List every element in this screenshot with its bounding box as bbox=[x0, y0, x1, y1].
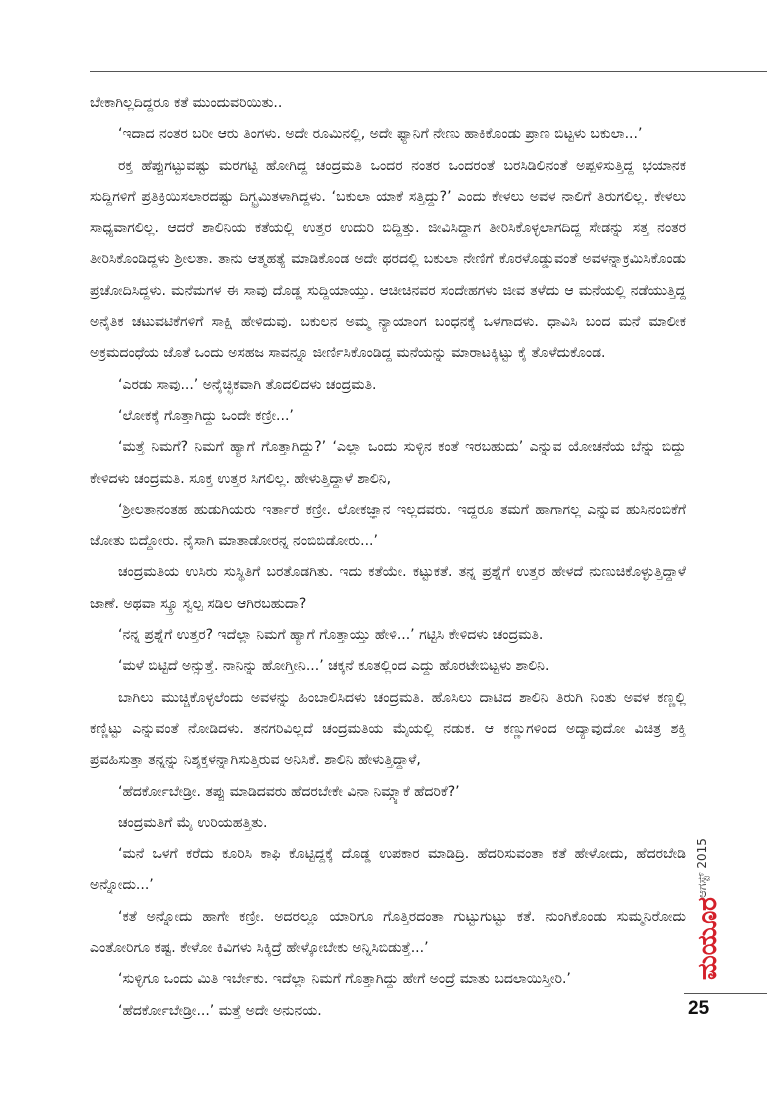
paragraph: ರಕ್ತ ಹೆಪ್ಪುಗಟ್ಟುವಷ್ಟು ಮರಗಟ್ಟಿ ಹೋಗಿದ್ದ ಚಂದ್ರಮತಿ ಒಂದರ ನಂತರ ಒಂದರಂತೆ ಬರಸಿಡಿಲಿನಂತೆ ಅಪ್ಪಳಿಸುತ್ತಿದ್ದ ಭಯಾನಕ ಸುದ್ದಿಗಳಿಗೆ ಪ್ರತಿಕ್ರಿಯಿಸಲಾರದಷ್ಟು ದಿಗ್ಭ್ರಮಿತಳಾಗಿದ್ದಳು. ‘ಬಕುಲಾ ಯಾಕೆ ಸತ್ತಿದ್ದು?’ ಎಂದು ಕೇಳಲು ಅವಳ ನಾಲಿಗೆ ತಿರುಗಲಿಲ್ಲ. ಕೇಳಲು ಸಾಧ್ಯವಾಗಲಿಲ್ಲ. ಆದರೆ ಶಾಲಿನಿಯ ಕತೆಯಲ್ಲಿ ಉತ್ತರ ಉದುರಿ ಬಿದ್ದಿತ್ತು. ಜೀವಿಸಿದ್ದಾಗ ತೀರಿಸಿಕೊಳ್ಳಲಾಗದಿದ್ದ ಸೇಡನ್ನು ಸತ್ತ ನಂತರ ತೀರಿಸಿಕೊಂಡಿದ್ದಳು ಶ್ರೀಲತಾ. ತಾನು ಆತ್ಮಹತ್ಯೆ ಮಾಡಿಕೊಂಡ ಅದೇ ಥರದಲ್ಲಿ ಬಕುಲಾ ನೇಣಿಗೆ ಕೊರಳೊಡ್ಡುವಂತೆ ಅವಳನ್ನಾಕ್ರಮಿಸಿಕೊಂಡು ಪ್ರಚೋದಿಸಿದ್ದಳು. ಮನೆಮಗಳ ಈ ಸಾವು ದೊಡ್ಡ ಸುದ್ದಿಯಾಯ್ತು. ಆಚೀಚಿನವರ ಸಂದೇಹಗಳು ಜೀವ ತಳೆದು ಆ ಮನೆಯಲ್ಲಿ ನಡೆಯುತ್ತಿದ್ದ ಅನೈತಿಕ ಚಟುವಟಿಕೆಗಳಿಗೆ ಸಾಕ್ಷಿ ಹೇಳಿದುವು. ಬಕುಲನ ಅಮ್ಮ ನ್ಯಾಯಾಂಗ ಬಂಧನಕ್ಕೆ ಒಳಗಾದಳು. ಧಾವಿಸಿ ಬಂದ ಮನೆ ಮಾಲೀಕ ಅಕ್ರಮದಂಧೆಯ ಜೊತೆ ಒಂದು ಅಸಹಜ ಸಾವನ್ನೂ ಜೀರ್ಣಿಸಿಕೊಂಡಿದ್ದ ಮನೆಯನ್ನು ಮಾರಾಟಕ್ಕಿಟ್ಟು ಕೈ ತೊಳೆದುಕೊಂಡ. bbox=[90, 157, 686, 362]
paragraph: ‘ನನ್ನ ಪ್ರಶ್ನೆಗೆ ಉತ್ತರ? ಇದೆಲ್ಲಾ ನಿಮಗೆ ಹ್ಯಾಗೆ ಗೊತ್ತಾಯ್ತು ಹೇಳಿ...’ ಗಟ್ಟಿಸಿ ಕೇಳಿದಳು ಚಂದ್ರಮತಿ. bbox=[118, 627, 544, 644]
sidebar-graphic bbox=[686, 800, 724, 982]
paragraph: ‘ಇದಾದ ನಂತರ ಬರೀ ಆರು ತಿಂಗಳು. ಅದೇ ರೂಮಿನಲ್ಲಿ, ಅದೇ ಫ್ಯಾನಿಗೆ ನೇಣು ಹಾಕಿಕೊಂಡು ಪ್ರಾಣ ಬಿಟ್ಟಳು ಬಕುಲಾ...’ bbox=[118, 126, 643, 143]
paragraph: ಬಾಗಿಲು ಮುಚ್ಚಿಕೊಳ್ಳಲೆಂದು ಅವಳನ್ನು ಹಿಂಬಾಲಿಸಿದಳು ಚಂದ್ರಮತಿ. ಹೊಸಿಲು ದಾಟಿದ ಶಾಲಿನಿ ತಿರುಗಿ ನಿಂತು ಅವಳ ಕಣ್ಣಲ್ಲಿ ಕಣ್ಣಿಟ್ಟು ಎನ್ನುವಂತೆ ನೋಡಿದಳು. ತನಗರಿವಿಲ್ಲದೆ ಚಂದ್ರಮತಿಯ ಮೈಯಲ್ಲಿ ನಡುಕ. ಆ ಕಣ್ಣುಗಳಿಂದ ಅದ್ಯಾವುದೋ ವಿಚಿತ್ರ ಶಕ್ತಿ ಪ್ರವಹಿಸುತ್ತಾ ತನ್ನನ್ನು ನಿಶ್ಶಕ್ತಳನ್ನಾಗಿಸುತ್ತಿರುವ ಅನಿಸಿಕೆ. ಶಾಲಿನಿ ಹೇಳುತ್ತಿದ್ದಾಳೆ, bbox=[90, 689, 686, 769]
magazine-sidebar bbox=[686, 800, 724, 982]
paragraph: ‘ಹೆದರ್ಕೋಬೇಡ್ರೀ...’ ಮತ್ತೆ ಅದೇ ಅನುನಯ. bbox=[118, 1002, 322, 1019]
paragraph: ಚಂದ್ರಮತಿಯ ಉಸಿರು ಸುಸ್ಥಿತಿಗೆ ಬರತೊಡಗಿತು. ಇದು ಕತೆಯೇ. ಕಟ್ಟುಕತೆ. ತನ್ನ ಪ್ರಶ್ನೆಗೆ ಉತ್ತರ ಹೇಳದೆ ನುಣುಚಿಕೊಳ್ಳುತ್ತಿದ್ದಾಳೆ ಜಾಣೆ. ಅಥವಾ ಸ್ಕ್ರೂ ಸ್ವಲ್ಪ ಸಡಿಲ ಆಗಿರಬಹುದಾ? bbox=[90, 564, 686, 612]
paragraph: ‘ಮಳೆ ಬಿಟ್ಟಿದೆ ಅನ್ಸುತ್ತೆ. ನಾನಿನ್ನು ಹೋಗ್ತೀನಿ...’ ಚಕ್ಕನೆ ಕೂತಲ್ಲಿಂದ ಎದ್ದು ಹೊರಟೇಬಿಟ್ಟಳು ಶಾಲಿನಿ. bbox=[118, 658, 550, 675]
footer-rule bbox=[684, 993, 767, 994]
paragraph: ‘ಕತೆ ಅನ್ನೋದು ಹಾಗೇ ಕಣ್ರೀ. ಅದರಲ್ಲೂ ಯಾರಿಗೂ ಗೊತ್ತಿರದಂತಾ ಗುಟ್ಟುಗುಟ್ಟು ಕತೆ. ನುಂಗಿಕೊಂಡು ಸುಮ್ಮನಿರೋದು ಎಂತೋರಿಗೂ ಕಷ್ಟ. ಕೇಳೋ ಕಿವಿಗಳು ಸಿಕ್ಕಿದ್ರೆ ಹೇಳ್ಕೋಬೇಕು ಅನ್ನಿಸಿಬಿಡುತ್ತೆ...’ bbox=[90, 908, 686, 957]
paragraph: ‘ಹೆದರ್ಕೋಬೇಡ್ರೀ. ತಪ್ಪು ಮಾಡಿದವರು ಹೆದರಬೇಕೇ ವಿನಾ ನಿಮ್ಗ್ಯಾಕೆ ಹೆದರಿಕೆ?’ bbox=[118, 783, 460, 800]
header-rule bbox=[90, 71, 767, 72]
paragraph: ‘ಲೋಕಕ್ಕೆ ಗೊತ್ತಾಗಿದ್ದು ಒಂದೇ ಕಣ್ರೀ...’ bbox=[118, 407, 294, 424]
magazine-logo: ಮಯೂರ bbox=[693, 897, 723, 980]
paragraph: ‘ಸುಳ್ಳಿಗೂ ಒಂದು ಮಿತಿ ಇರ್ಬೇಕು. ಇದೆಲ್ಲಾ ನಿಮಗೆ ಗೊತ್ತಾಗಿದ್ದು ಹೇಗೆ ಅಂದ್ರೆ ಮಾತು ಬದಲಾಯಿಸ್ತೀರಿ.’ bbox=[118, 971, 571, 988]
article-body bbox=[90, 88, 686, 1027]
paragraph: ‘ಎರಡು ಸಾವು...’ ಅನೈಚ್ಛಿಕವಾಗಿ ತೊದಲಿದಳು ಚಂದ್ರಮತಿ. bbox=[118, 376, 377, 393]
paragraph: ಚಂದ್ರಮತಿಗೆ ಮೈ ಉರಿಯಹತ್ತಿತು. bbox=[118, 814, 268, 831]
paragraph: ಬೇಕಾಗಿಲ್ಲದಿದ್ದರೂ ಕತೆ ಮುಂದುವರಿಯಿತು.. bbox=[90, 95, 283, 111]
paragraph: ‘ಶ್ರೀಲತಾನಂತಹ ಹುಡುಗಿಯರು ಇರ್ತಾರೆ ಕಣ್ರೀ. ಲೋಕಜ್ಞಾನ ಇಲ್ಲದವರು. ಇದ್ದರೂ ತಮಗೆ ಹಾಗಾಗಲ್ಲ ಎನ್ನುವ ಹುಸಿನಂಬಿಕೆಗೆ ಜೋತು ಬಿದ್ದೋರು. ನೈಸಾಗಿ ಮಾತಾಡೋರನ್ನ ನಂಬಿಬಿಡೋರು...’ bbox=[90, 501, 686, 550]
issue-date: ಆಗಸ್ಟ್ 2015 bbox=[695, 838, 709, 898]
paragraph: ‘ಮನೆ ಒಳಗೆ ಕರೆದು ಕೂರಿಸಿ ಕಾಫಿ ಕೊಟ್ಟಿದ್ದಕ್ಕೆ ದೊಡ್ಡ ಉಪಕಾರ ಮಾಡಿದ್ರಿ. ಹೆದರಿಸುವಂತಾ ಕತೆ ಹೇಳೋದು, ಹೆದರಬೇಡಿ ಅನ್ನೋದು...’ bbox=[90, 846, 686, 894]
page-number: 25 bbox=[688, 998, 710, 1019]
paragraph: ‘ಮತ್ತೆ ನಿಮಗೆ? ನಿಮಗೆ ಹ್ಯಾಗೆ ಗೊತ್ತಾಗಿದ್ದು?’ ‘ಎಲ್ಲಾ ಒಂದು ಸುಳ್ಳಿನ ಕಂತೆ ಇರಬಹುದು’ ಎನ್ನುವ ಯೋಚನೆಯ ಬೆನ್ನು ಬಿದ್ದು ಕೇಳಿದಳು ಚಂದ್ರಮತಿ. ಸೂಕ್ತ ಉತ್ತರ ಸಿಗಲಿಲ್ಲ. ಹೇಳುತ್ತಿದ್ದಾಳೆ ಶಾಲಿನಿ, bbox=[90, 439, 686, 487]
